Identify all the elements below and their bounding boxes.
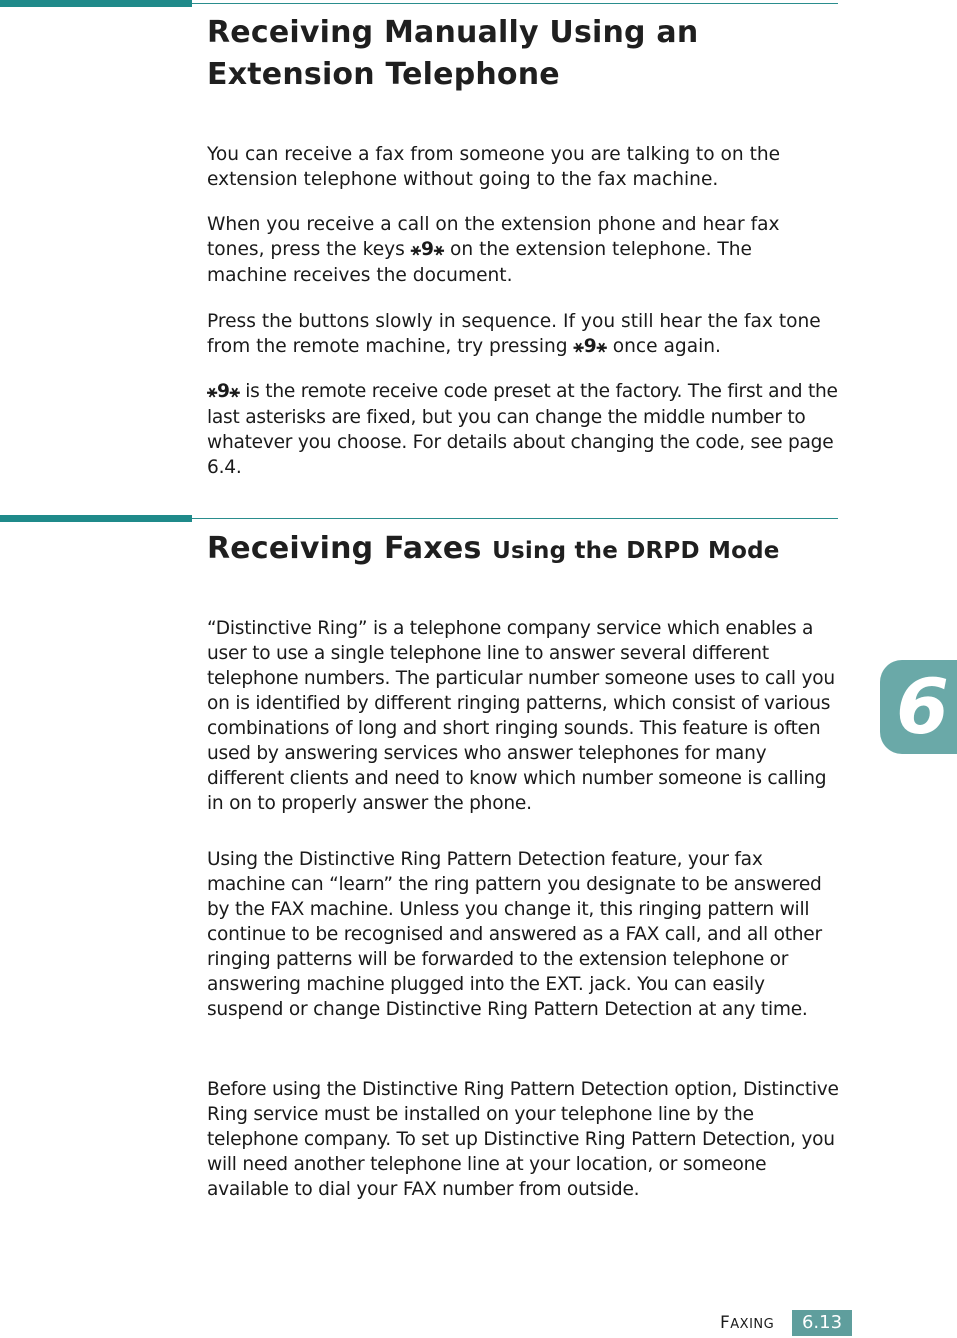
paragraph: You can receive a fax from someone you are talking to on the extension telephone without going to the fax machine.: [207, 144, 781, 190]
title-sub: Using the DRPD Mode: [492, 538, 780, 564]
section-rule-accent: [0, 515, 192, 522]
paragraph: [207, 309, 837, 360]
title-line-2: Extension Telephone: [207, 57, 560, 92]
page-number-badge: 6.13: [792, 1310, 852, 1336]
paragraph-text: Press the buttons slowly in sequence. If you still hear the fax tone from the remote machine, try pressing: [207, 311, 821, 357]
asterisk-icon: ⚹: [207, 382, 217, 402]
key-code: [207, 379, 240, 405]
asterisk-icon: ⚹: [433, 240, 445, 260]
paragraph: [207, 212, 827, 288]
section-rule-line: [192, 518, 838, 519]
paragraph: Using the Distinctive Ring Pattern Detection feature, your fax machine can “learn” the ring pattern you designate to be answered by the FAX machine. Unless you change it, this ringing pattern will continue to be recognised and answered as a FAX call, and all other ringing patterns will be forwarded to the extension telephone or answering machine plugged into the EXT. jack. You can easily suspend or change Distinctive Ring Pattern Detection at any time.: [207, 849, 822, 1020]
key-digit: 9: [216, 381, 230, 402]
paragraph-text: When you receive a call on the extension phone and hear fax tones, press the keys: [207, 214, 780, 260]
section-title-drpd: [207, 528, 837, 572]
title-main: Receiving Faxes: [207, 531, 493, 566]
paragraph: Before using the Distinctive Ring Pattern Detection option, Distinctive Ring service must be installed on your telephone line by the telephone company. To set up Distinctive Ring Pattern Detection, you will need another telephone line at your location, or someone available to dial your FAX number from outside.: [207, 1079, 839, 1200]
key-digit: 9: [583, 336, 597, 357]
paragraph: “Distinctive Ring” is a telephone company service which enables a user to use a single telephone line to answer several different telephone numbers. The particular number someone uses to call you on is identified by different ringing patterns, which consist of various combinations of long and short ringing sounds. This feature is often used by answering services who answer telephones for many different clients and need to know which number someone is calling in on to properly answer the phone.: [207, 618, 835, 814]
key-digit: 9: [420, 239, 434, 260]
footer-label-rest: AXING: [730, 1317, 775, 1332]
section-title-receiving-manually: [207, 12, 837, 96]
title-line-1: Receiving Manually Using an: [207, 15, 699, 50]
paragraph-text: once again.: [606, 336, 721, 357]
asterisk-icon: ⚹: [573, 337, 584, 357]
key-code: [411, 237, 444, 263]
chapter-number: 6: [896, 662, 949, 751]
chapter-tab: [880, 660, 957, 754]
asterisk-icon: ⚹: [596, 337, 607, 357]
section-rule-line: [192, 3, 838, 4]
section-rule-accent: [0, 0, 192, 7]
key-code: [574, 334, 607, 360]
footer-label-initial: F: [720, 1313, 731, 1333]
paragraph-text: is the remote receive code preset at the factory. The first and the last asterisks are fixed, but you can change the middle number to whatever you choose. For details about changing the code, see page 6.4.: [207, 381, 838, 478]
asterisk-icon: ⚹: [410, 240, 421, 260]
footer-section-label: [720, 1312, 774, 1336]
paragraph-text: on the extension telephone. The machine receives the document.: [207, 239, 752, 286]
paragraph: [207, 379, 839, 480]
asterisk-icon: ⚹: [229, 382, 240, 402]
